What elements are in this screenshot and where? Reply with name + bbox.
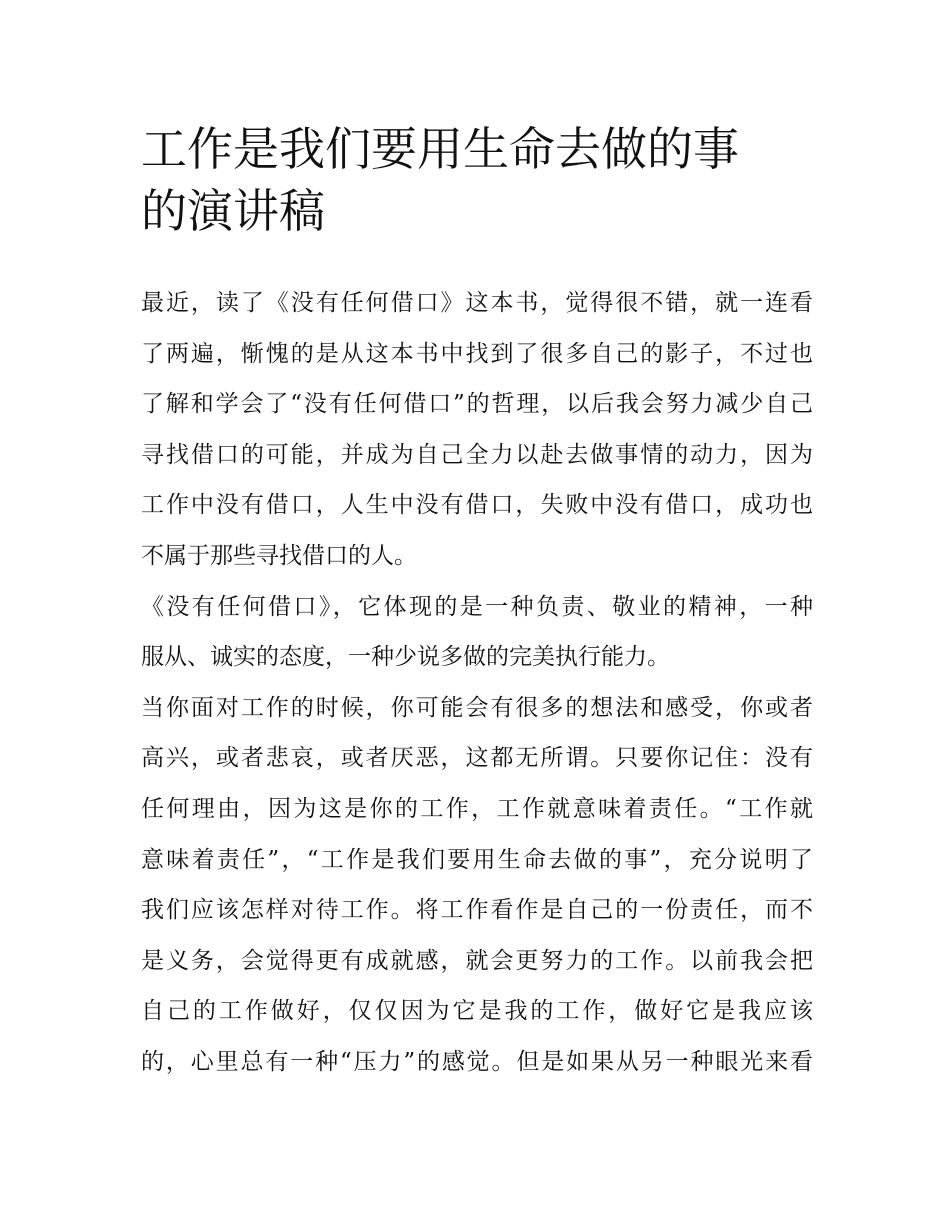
text-line: 当你面对工作的时候，你可能会有很多的想法和感受，你或者 [141, 694, 813, 721]
text-line: 高兴，或者悲哀，或者厌恶，这都无所谓。只要你记住：没有 [141, 745, 813, 772]
text-line: 自己的工作做好，仅仅因为它是我的工作，做好它是我应该 [141, 998, 813, 1025]
paragraph-2 [141, 582, 813, 683]
text-line: 了两遍，惭愧的是从这本书中找到了很多自己的影子，不过也 [141, 340, 813, 367]
text-line: 是义务，会觉得更有成就感，就会更努力的工作。以前我会把 [141, 947, 813, 974]
document-title [141, 118, 821, 242]
text-line: 了解和学会了“没有任何借口”的哲理，以后我会努力减少自己 [141, 391, 813, 418]
text-line: 《没有任何借口》，它体现的是一种负责、敬业的精神，一种 [141, 593, 813, 620]
text-line: 的，心里总有一种“压力”的感觉。但是如果从另一种眼光来看 [141, 1048, 813, 1075]
title-line: 工作是我们要用生命去做的事 [141, 122, 739, 176]
title-line: 的演讲稿 [141, 184, 325, 238]
text-line: 工作中没有借口，人生中没有借口，失败中没有借口，成功也 [141, 492, 813, 519]
paragraph-1 [141, 278, 813, 582]
paragraph-3 [141, 683, 813, 1088]
text-line: 意味着责任”，“工作是我们要用生命去做的事”，充分说明了 [141, 846, 813, 873]
document-body [141, 278, 813, 1088]
text-line: 不属于那些寻找借口的人。 [141, 542, 417, 569]
text-line: 任何理由，因为这是你的工作，工作就意味着责任。“工作就 [141, 795, 813, 822]
text-line: 最近，读了《没有任何借口》这本书，觉得很不错，就一连看 [141, 290, 813, 316]
text-line: 我们应该怎样对待工作。将工作看作是自己的一份责任，而不 [141, 897, 813, 924]
text-line: 服从、诚实的态度，一种少说多做的完美执行能力。 [141, 644, 670, 671]
text-line: 寻找借口的可能，并成为自己全力以赴去做事情的动力，因为 [141, 441, 813, 468]
